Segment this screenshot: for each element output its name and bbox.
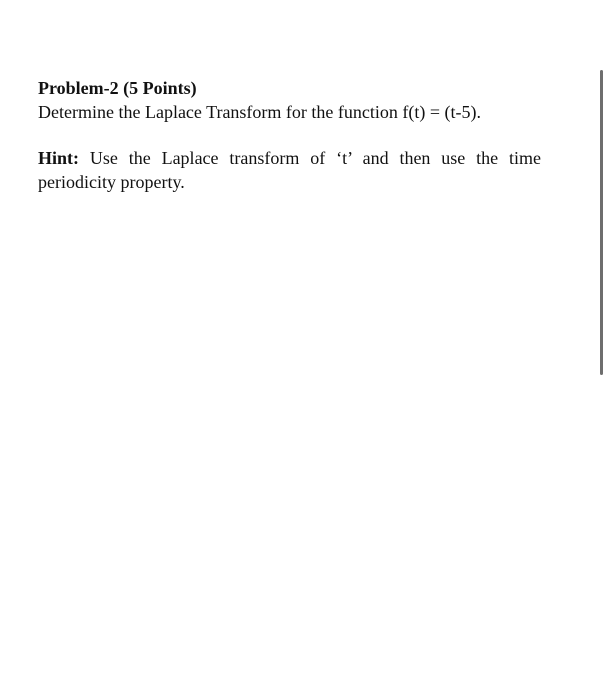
hint-paragraph (38, 146, 541, 194)
scrollbar-thumb[interactable] (600, 70, 603, 375)
problem-statement: Determine the Laplace Transform for the function f(t) = (t-5). (38, 102, 482, 122)
problem-block (38, 76, 541, 194)
problem-title: Problem-2 (5 Points) (38, 78, 197, 98)
hint-text: Use the Laplace transform of ‘t’ and then use the time periodicity property. (38, 148, 541, 192)
hint-label: Hint: (38, 148, 80, 168)
